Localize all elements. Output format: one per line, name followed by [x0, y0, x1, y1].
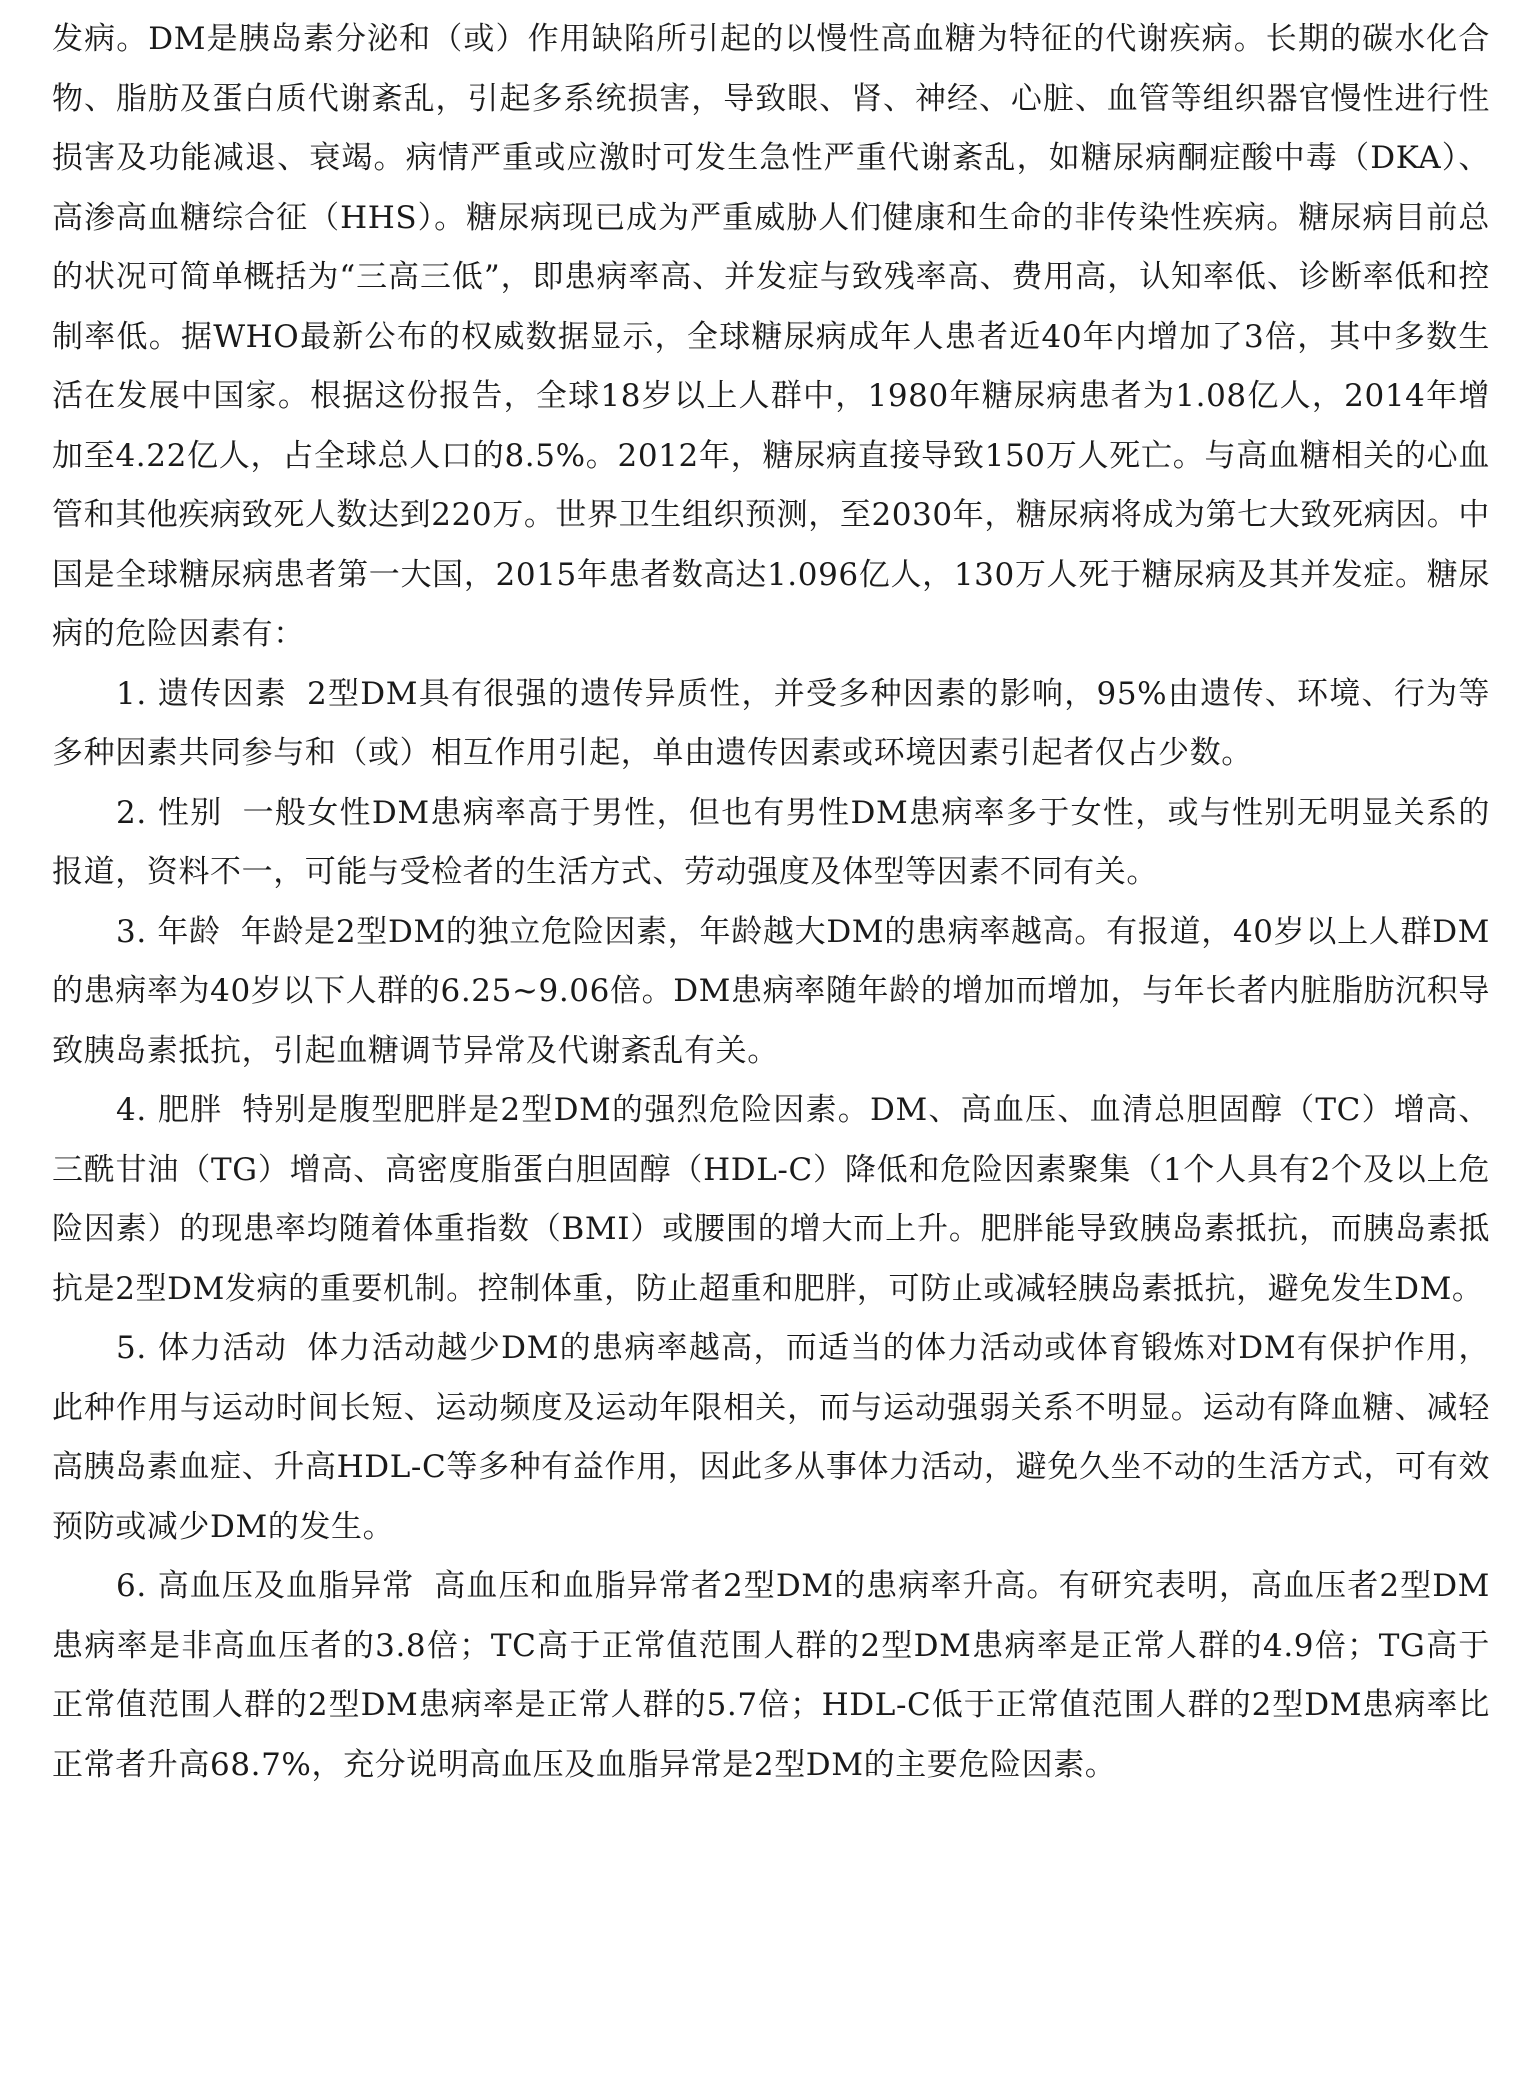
risk-factor-item-5 [52, 1319, 1490, 1557]
document-page [52, 10, 1490, 1795]
risk-factor-item-2 [52, 784, 1490, 903]
risk-factor-heading: 5. 体力活动 [116, 1330, 288, 1366]
risk-factor-item-3 [52, 903, 1490, 1082]
risk-factor-body: 年龄是2型DM的独立危险因素，年龄越大DM的患病率越高。有报道，40岁以上人群DM的患病率为40岁以下人群的6.25~9.06倍。DM患病率随年龄的增加而增加，与年长者内脏脂肪沉积导致胰岛素抵抗，引起血糖调节异常及代谢紊乱有关。 [52, 913, 1490, 1069]
risk-factor-item-1 [52, 665, 1490, 784]
risk-factor-heading: 1. 遗传因素 [116, 675, 288, 712]
risk-factor-heading: 3. 年龄 [116, 913, 221, 950]
risk-factor-body: 高血压和血脂异常者2型DM的患病率升高。有研究表明，高血压者2型DM患病率是非高血压者的3.8倍；TC高于正常值范围人群的2型DM患病率是正常人群的4.9倍；TG高于正常值范围人群的2型DM患病率是正常人群的5.7倍；HDL-C低于正常值范围人群的2型DM患病率比正常者升高68.7%，充分说明高血压及血脂异常是2型DM的主要危险因素。 [52, 1568, 1490, 1783]
risk-factor-item-4 [52, 1081, 1490, 1319]
risk-factor-body: 特别是腹型肥胖是2型DM的强烈危险因素。DM、高血压、血清总胆固醇（TC）增高、三酰甘油（TG）增高、高密度脂蛋白胆固醇（HDL-C）降低和危险因素聚集（1个人具有2个及以上危险因素）的现患率均随着体重指数（BMI）或腰围的增大而上升。肥胖能导致胰岛素抵抗，而胰岛素抵抗是2型DM发病的重要机制。控制体重，防止超重和肥胖，可防止或减轻胰岛素抵抗，避免发生DM。 [52, 1092, 1490, 1307]
risk-factor-body: 一般女性DM患病率高于男性，但也有男性DM患病率多于女性，或与性别无明显关系的报道，资料不一，可能与受检者的生活方式、劳动强度及体型等因素不同有关。 [52, 794, 1490, 890]
risk-factor-heading: 4. 肥胖 [116, 1092, 223, 1128]
risk-factor-body: 体力活动越少DM的患病率越高，而适当的体力活动或体育锻炼对DM有保护作用，此种作用与运动时间长短、运动频度及运动年限相关，而与运动强弱关系不明显。运动有降血糖、减轻高胰岛素血症、升高HDL-C等多种有益作用，因此多从事体力活动，避免久坐不动的生活方式，可有效预防或减少DM的发生。 [52, 1330, 1490, 1545]
intro-paragraph: 发病。DM是胰岛素分泌和（或）作用缺陷所引起的以慢性高血糖为特征的代谢疾病。长期的碳水化合物、脂肪及蛋白质代谢紊乱，引起多系统损害，导致眼、肾、神经、心脏、血管等组织器官慢性进行性损害及功能减退、衰竭。病情严重或应激时可发生急性严重代谢紊乱，如糖尿病酮症酸中毒（DKA）、高渗高血糖综合征（HHS）。糖尿病现已成为严重威胁人们健康和生命的非传染性疾病。糖尿病目前总的状况可简单概括为“三高三低”，即患病率高、并发症与致残率高、费用高，认知率低、诊断率低和控制率低。据WHO最新公布的权威数据显示，全球糖尿病成年人患者近40年内增加了3倍，其中多数生活在发展中国家。根据这份报告，全球18岁以上人群中，1980年糖尿病患者为1.08亿人，2014年增加至4.22亿人，占全球总人口的8.5%。2012年，糖尿病直接导致150万人死亡。与高血糖相关的心血管和其他疾病致死人数达到220万。世界卫生组织预测，至2030年，糖尿病将成为第七大致死病因。中国是全球糖尿病患者第一大国，2015年患者数高达1.096亿人，130万人死于糖尿病及其并发症。糖尿病的危险因素有： [52, 21, 1490, 652]
risk-factor-body: 2型DM具有很强的遗传异质性，并受多种因素的影响，95%由遗传、环境、行为等多种因素共同参与和（或）相互作用引起，单由遗传因素或环境因素引起者仅占少数。 [52, 675, 1490, 771]
risk-factor-heading: 2. 性别 [116, 794, 223, 831]
risk-factor-item-6 [52, 1557, 1490, 1795]
risk-factor-heading: 6. 高血压及血脂异常 [116, 1568, 415, 1604]
